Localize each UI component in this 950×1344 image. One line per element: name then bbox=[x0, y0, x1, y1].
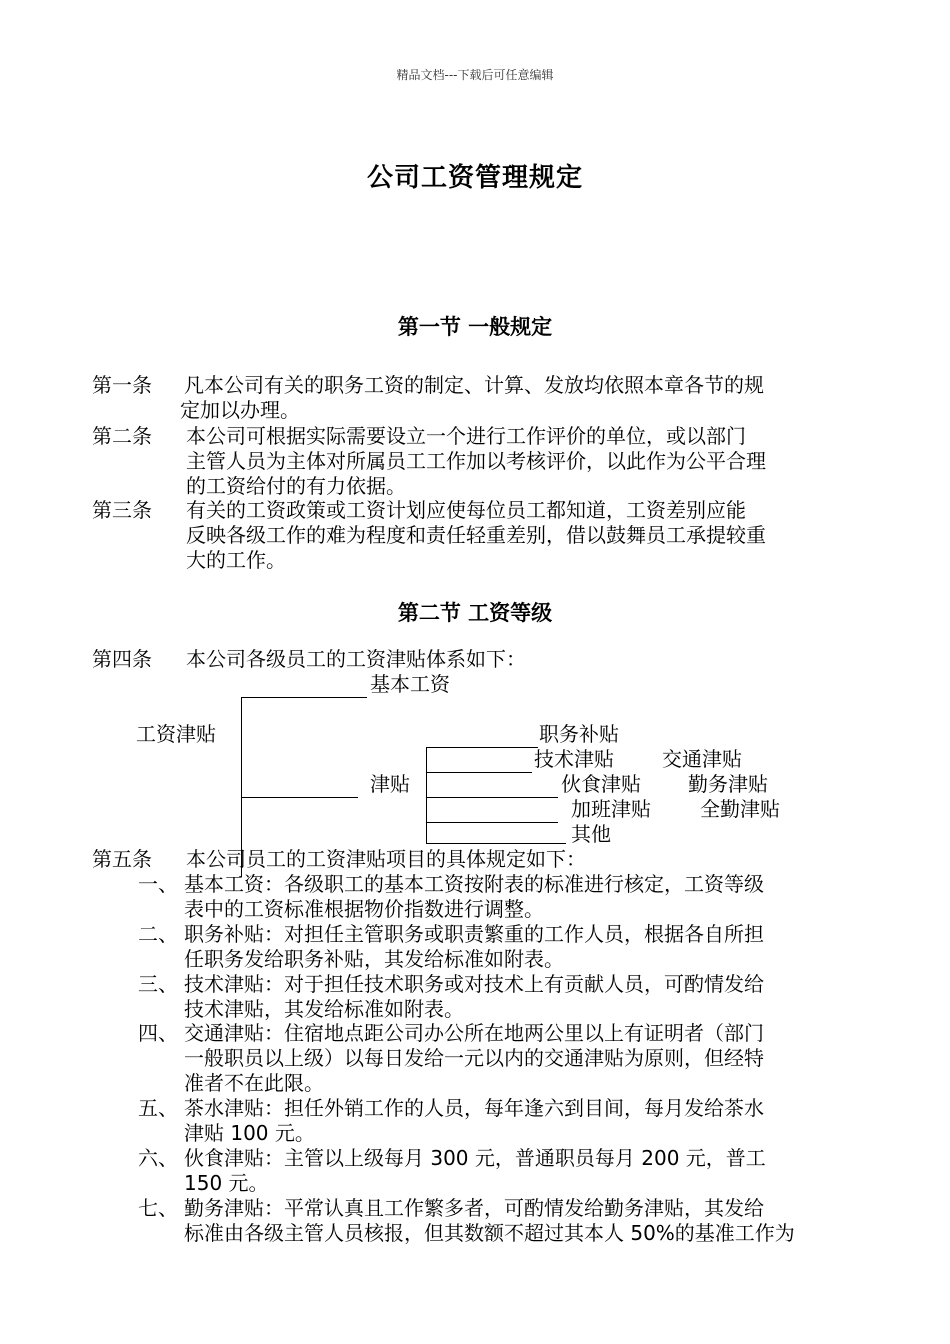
item-5-number: 五、 bbox=[138, 1096, 178, 1120]
article-1-line-2: 定加以办理。 bbox=[180, 398, 300, 422]
item-7-line-2: 标准由各级主管人员核报，但其数额不超过其本人 50%的基准工作为 bbox=[184, 1221, 795, 1245]
item-1-line-2: 表中的工资标准根据物价指数进行调整。 bbox=[184, 897, 544, 921]
tree-node-transport-allowance: 交通津贴 bbox=[662, 747, 742, 771]
tree-node-allowance: 津贴 bbox=[370, 772, 410, 796]
article-1-number: 第一条 bbox=[92, 373, 152, 397]
tree-node-other: 其他 bbox=[571, 822, 611, 846]
article-4-number: 第四条 bbox=[92, 647, 152, 671]
article-5-number: 第五条 bbox=[92, 847, 152, 871]
item-1-number: 一、 bbox=[138, 872, 178, 896]
item-6-line-2: 150 元。 bbox=[184, 1171, 269, 1195]
tree-branch-allowance bbox=[241, 797, 358, 798]
article-5-text: 本公司员工的工资津贴项目的具体规定如下： bbox=[186, 847, 586, 871]
tree-node-duty-allowance: 勤务津贴 bbox=[688, 772, 768, 796]
item-2-line-1: 职务补贴：对担任主管职务或职责繁重的工作人员，根据各自所担 bbox=[184, 922, 764, 946]
tree-node-meal-allowance: 伙食津贴 bbox=[561, 772, 641, 796]
article-2-line-3: 的工资给付的有力依据。 bbox=[186, 474, 406, 498]
item-3-line-2: 技术津贴，其发给标准如附表。 bbox=[184, 997, 464, 1021]
item-1-line-1: 基本工资：各级职工的基本工资按附表的标准进行核定，工资等级 bbox=[184, 872, 764, 896]
item-2-line-2: 任职务发给职务补贴，其发给标准如附表。 bbox=[184, 947, 564, 971]
item-3-line-1: 技术津贴：对于担任技术职务或对技术上有贡献人员，可酌情发给 bbox=[184, 972, 764, 996]
page-header: 精品文档---下载后可任意编辑 bbox=[396, 68, 554, 82]
tree-sub-branch-2 bbox=[426, 772, 532, 773]
article-3-line-1: 有关的工资政策或工资计划应使每位员工都知道，工资差别应能 bbox=[186, 498, 746, 522]
item-6-line-1: 伙食津贴：主管以上级每月 300 元，普通职员每月 200 元，普工 bbox=[184, 1146, 766, 1170]
item-4-line-2: 一般职员以上级）以每日发给一元以内的交通津贴为原则，但经特 bbox=[184, 1046, 764, 1070]
tree-subtrunk-line bbox=[426, 747, 427, 844]
article-3-number: 第三条 bbox=[92, 498, 152, 522]
tree-node-position-allowance: 职务补贴 bbox=[539, 722, 619, 746]
tree-sub-branch-5 bbox=[426, 843, 566, 844]
document-title: 公司工资管理规定 bbox=[366, 163, 583, 193]
tree-node-technical-allowance: 技术津贴 bbox=[534, 747, 614, 771]
article-4-text: 本公司各级员工的工资津贴体系如下： bbox=[186, 647, 526, 671]
tree-node-root: 工资津贴 bbox=[136, 722, 216, 746]
tree-sub-branch-1 bbox=[426, 747, 538, 748]
item-7-number: 七、 bbox=[138, 1196, 178, 1220]
item-2-number: 二、 bbox=[138, 922, 178, 946]
item-4-number: 四、 bbox=[138, 1021, 178, 1045]
article-3-line-2: 反映各级工作的难为程度和责任轻重差别，借以鼓舞员工承提较重 bbox=[186, 523, 766, 547]
section-heading-2: 第二节 工资等级 bbox=[397, 601, 553, 625]
section-heading-1: 第一节 一般规定 bbox=[397, 315, 553, 339]
item-4-line-1: 交通津贴：住宿地点距公司办公所在地两公里以上有证明者（部门 bbox=[184, 1021, 764, 1045]
article-2-line-1: 本公司可根据实际需要设立一个进行工作评价的单位，或以部门 bbox=[186, 424, 746, 448]
article-3-line-3: 大的工作。 bbox=[186, 548, 286, 572]
item-3-number: 三、 bbox=[138, 972, 178, 996]
item-4-line-3: 准者不在此限。 bbox=[184, 1071, 324, 1095]
item-5-line-2: 津贴 100 元。 bbox=[184, 1121, 315, 1145]
item-6-number: 六、 bbox=[138, 1146, 178, 1170]
tree-branch-basic bbox=[241, 697, 367, 698]
tree-sub-branch-4 bbox=[426, 822, 558, 823]
tree-sub-branch-3 bbox=[426, 797, 558, 798]
tree-node-basic-salary: 基本工资 bbox=[370, 672, 450, 696]
article-2-line-2: 主管人员为主体对所属员工工作加以考核评价，以此作为公平合理 bbox=[186, 449, 766, 473]
tree-node-overtime-allowance: 加班津贴 bbox=[571, 797, 651, 821]
item-7-line-1: 勤务津贴：平常认真且工作繁多者，可酌情发给勤务津贴，其发给 bbox=[184, 1196, 764, 1220]
tree-node-attendance-allowance: 全勤津贴 bbox=[700, 797, 780, 821]
article-2-number: 第二条 bbox=[92, 424, 152, 448]
article-1-line-1: 凡本公司有关的职务工资的制定、计算、发放均依照本章各节的规 bbox=[184, 373, 764, 397]
item-5-line-1: 茶水津贴：担任外销工作的人员，每年逢六到目间，每月发给茶水 bbox=[184, 1096, 764, 1120]
